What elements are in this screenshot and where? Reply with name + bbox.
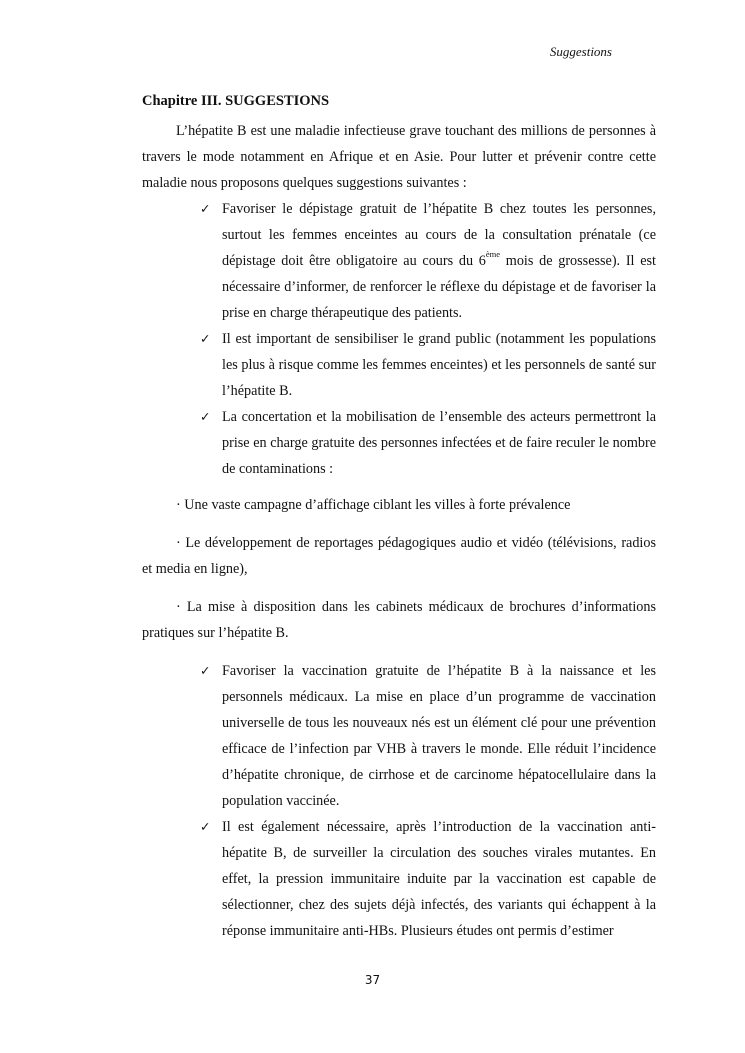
list-item	[200, 196, 656, 326]
checkmark-icon: ✓	[200, 201, 211, 216]
list-item	[200, 814, 656, 944]
checkmark-icon: ✓	[200, 663, 211, 678]
chapter-title: Chapitre III. SUGGESTIONS	[142, 93, 330, 109]
checkmark-icon: ✓	[200, 819, 211, 834]
list-item-text: Il est important de sensibiliser le grand public (notamment les populations les plus à risque comme les femmes enceintes) et les personnels de santé sur l’hépatite B.	[222, 331, 656, 399]
checkmark-icon: ✓	[200, 409, 211, 424]
page-number: 37	[364, 973, 381, 987]
list-item-text: Il est également nécessaire, après l’introduction de la vaccination anti-hépatite B, de surveiller la circulation des souches virales mutantes. En effet, la pression immunitaire induite par la vaccination est capable de sélectionner, chez des sujets déjà infectés, des variants qui échappent à la réponse immunitaire anti-HBs. Plusieurs études ont permis d’estimer	[222, 819, 656, 939]
dot-item: · La mise à disposition dans les cabinets médicaux de brochures d’informations pratiques sur l’hépatite B.	[142, 599, 656, 641]
list-item-text: Favoriser la vaccination gratuite de l’hépatite B à la naissance et les personnels médicaux. La mise en place d’un programme de vaccination universelle de tous les nouveaux nés est un élément clé pour une prévention efficace de l’infection par VHB à travers le monde. Elle réduit l’incidence d’hépatite chronique, de cirrhose et de carcinome hépatocellulaire dans la population vaccinée.	[222, 663, 656, 809]
page-body	[142, 88, 656, 944]
superscript: ème	[485, 249, 501, 259]
dot-item: · Une vaste campagne d’affichage ciblant les villes à forte prévalence	[176, 497, 571, 513]
list-item-text: mois de grossesse). Il est nécessaire d’informer, de renforcer le réflexe du dépistage et de favoriser la prise en charge thérapeutique des patients.	[222, 253, 656, 321]
list-item-text: Favoriser le dépistage gratuit de l’hépatite B chez toutes les personnes, surtout les femmes enceintes au cours de la consultation prénatale (ce dépistage doit être obligatoire au cours du 6	[222, 201, 656, 269]
intro-paragraph: L’hépatite B est une maladie infectieuse grave touchant des millions de personnes à travers le mode notamment en Afrique et en Asie. Pour lutter et prévenir contre cette maladie nous proposons quelques suggestions suivantes :	[142, 123, 656, 191]
list-item	[200, 404, 656, 482]
suggestion-list-2	[142, 658, 656, 944]
list-item	[200, 658, 656, 814]
checkmark-icon: ✓	[200, 331, 211, 346]
list-item	[200, 326, 656, 404]
list-item-text: La concertation et la mobilisation de l’ensemble des acteurs permettront la prise en charge gratuite des personnes infectées et de faire reculer le nombre de contaminations :	[222, 409, 656, 477]
dot-item: · Le développement de reportages pédagogiques audio et vidéo (télévisions, radios et media en ligne),	[142, 535, 656, 577]
suggestion-list-1	[142, 196, 656, 482]
running-header: Suggestions	[549, 44, 612, 59]
